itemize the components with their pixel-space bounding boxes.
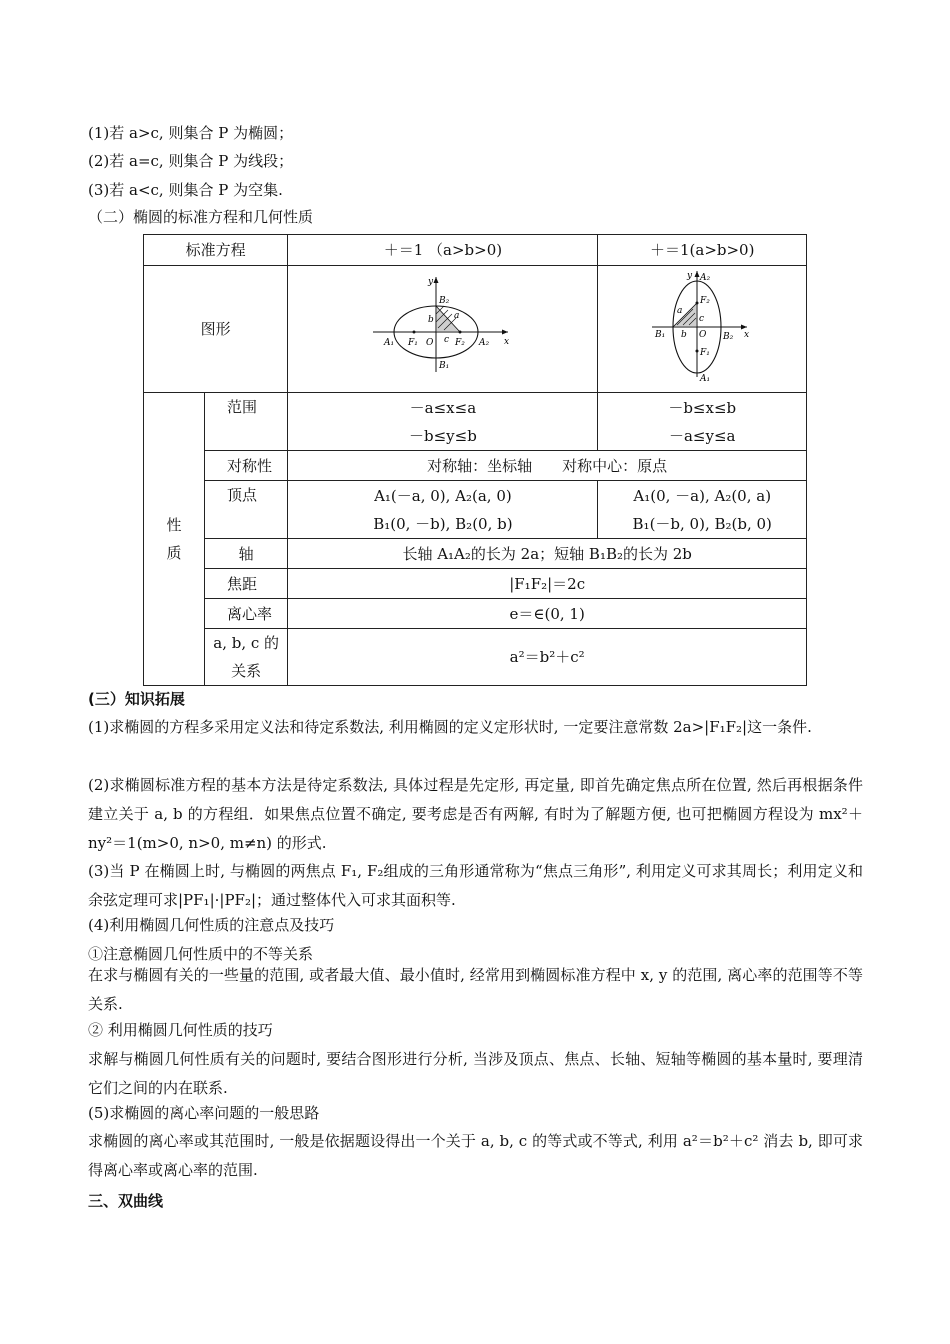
vertex-horizontal-a: A₁(－a, 0), A₂(a, 0): [374, 486, 512, 505]
fig1-b-label: b: [427, 315, 434, 325]
equation-horizontal: ＋＝1 （a>b>0): [288, 235, 598, 266]
vertex-label: 顶点: [204, 481, 287, 539]
fig1-x-label: x: [503, 337, 509, 347]
figure-vertical-cell: [598, 266, 807, 393]
fig1-O-label: O: [425, 338, 434, 348]
relation-value: a²＝b²＋c²: [288, 629, 807, 686]
fig1-y-label: y: [427, 277, 433, 287]
fig2-c-label: c: [699, 314, 705, 324]
fig2-b-label: b: [681, 330, 687, 340]
range-vertical-x: －b≤x≤b: [668, 398, 737, 417]
properties-label-1: 性: [166, 516, 182, 534]
relation-label-1: a, b, c 的: [213, 634, 280, 652]
vertex-horizontal: [288, 481, 598, 539]
fig2-F1-label: F₁: [700, 348, 711, 358]
paragraph-3: (3)当 P 在椭圆上时, 与椭圆的两焦点 F₁, F₂组成的三角形通常称为“焦点三角形”, 利用定义可求其周长；利用定义和余弦定理可求|PF₁|·|PF₂|；通过整体代入可求其面积等.: [88, 862, 863, 909]
fig1-A2-label: A₂: [478, 338, 490, 348]
fig2-y-label: y: [687, 271, 693, 281]
fig2-F2-label: F₂: [700, 296, 711, 306]
vertical-ellipse-figure: [647, 267, 757, 382]
relation-label: [204, 629, 287, 686]
item-5-title: (5)求椭圆的离心率问题的一般思路: [88, 1104, 320, 1122]
vertex-vertical-a: A₁(0, －a), A₂(0, a): [633, 486, 772, 505]
axis-label: 轴: [204, 539, 287, 569]
range-vertical-y: －a≤y≤a: [668, 426, 736, 445]
fig2-B1-label: B₁: [655, 330, 666, 340]
range-horizontal-y: －b≤y≤b: [408, 426, 477, 445]
range-vertical: [598, 393, 807, 451]
vertex-vertical-b: B₁(－b, 0), B₂(b, 0): [632, 514, 772, 533]
header-label: 标准方程: [144, 235, 288, 266]
fig1-B2-label: B₂: [438, 296, 450, 306]
range-horizontal-x: －a≤x≤a: [409, 398, 477, 417]
vertex-vertical: [598, 481, 807, 539]
fig2-x-label: x: [744, 330, 750, 340]
section-title-knowledge-extension: (三）知识拓展: [88, 690, 185, 708]
item-4-sub1-text: 在求与椭圆有关的一些量的范围, 或者最大值、最小值时, 经常用到椭圆标准方程中 x, y 的范围, 离心率的范围等不等关系.: [88, 966, 863, 1013]
axis-value: 长轴 A₁A₂的长为 2a；短轴 B₁B₂的长为 2b: [288, 539, 807, 569]
item-4-sub2-title: ② 利用椭圆几何性质的技巧: [88, 1021, 273, 1039]
properties-label-2: 质: [166, 544, 182, 562]
horizontal-ellipse-figure: [368, 272, 518, 377]
ellipse-properties-table: [143, 234, 807, 686]
eccentricity-label: 离心率: [204, 599, 287, 629]
fig2-A2-label: A₂: [700, 273, 711, 283]
item-4-sub1-title: ①注意椭圆几何性质中的不等关系: [88, 945, 314, 963]
intro-line-3: (3)若 a<c, 则集合 P 为空集.: [88, 181, 283, 199]
item-5-text: 求椭圆的离心率或其范围时, 一般是依据题设得出一个关于 a, b, c 的等式或不等式, 利用 a²＝b²＋c² 消去 b, 即可求得离心率或离心率的范围.: [88, 1132, 863, 1179]
range-label: 范围: [204, 393, 287, 451]
equation-vertical: ＋＝1(a>b>0): [598, 235, 807, 266]
intro-line-1: (1)若 a>c, 则集合 P 为椭圆；: [88, 124, 294, 142]
eccentricity-value: e＝∈(0, 1): [288, 599, 807, 629]
fig2-O-label: O: [699, 330, 707, 340]
paragraph-2: (2)求椭圆标准方程的基本方法是待定系数法, 具体过程是先定形, 再定量, 即首先确定焦点所在位置, 然后再根据条件建立关于 a, b 的方程组．如果焦点位置不确定, 要考虑是否有两解, 有时为了解题方便, 也可把椭圆方程设为 mx²＋ny²＝1(m>0, n>0, m≠n) 的形式.: [88, 776, 863, 852]
fig1-B1-label: B₁: [438, 361, 450, 371]
item-4-title: (4)利用椭圆几何性质的注意点及技巧: [88, 916, 335, 934]
focal-label: 焦距: [204, 569, 287, 599]
focal-value: |F₁F₂|＝2c: [288, 569, 807, 599]
fig1-F1-label: F₁: [407, 338, 418, 348]
fig1-c-label: c: [443, 335, 449, 345]
section-title-hyperbola: 三、双曲线: [88, 1192, 164, 1210]
figure-label: 图形: [144, 266, 288, 393]
fig2-B2-label: B₂: [723, 332, 734, 342]
fig2-A1-label: A₁: [700, 374, 711, 382]
symmetry-value: 对称轴：坐标轴 对称中心：原点: [288, 451, 807, 481]
paragraph-1: (1)求椭圆的方程多采用定义法和待定系数法, 利用椭圆的定义定形状时, 一定要注意常数 2a>|F₁F₂|这一条件.: [88, 718, 812, 736]
fig2-a-label: a: [677, 306, 683, 316]
range-horizontal: [288, 393, 598, 451]
symmetry-label: 对称性: [204, 451, 287, 481]
figure-horizontal-cell: [288, 266, 598, 393]
fig1-a-label: a: [453, 311, 460, 321]
intro-line-2: (2)若 a=c, 则集合 P 为线段；: [88, 152, 294, 170]
section-title-standard-equation: （二）椭圆的标准方程和几何性质: [88, 208, 314, 226]
item-4-sub2-text: 求解与椭圆几何性质有关的问题时, 要结合图形进行分析, 当涉及顶点、焦点、长轴、短轴等椭圆的基本量时, 要理清它们之间的内在联系.: [88, 1050, 863, 1097]
properties-label: [144, 393, 205, 686]
relation-label-2: 关系: [231, 662, 262, 680]
fig1-A1-label: A₁: [383, 338, 395, 348]
fig1-F2-label: F₂: [454, 338, 465, 348]
vertex-horizontal-b: B₁(0, －b), B₂(0, b): [373, 514, 513, 533]
